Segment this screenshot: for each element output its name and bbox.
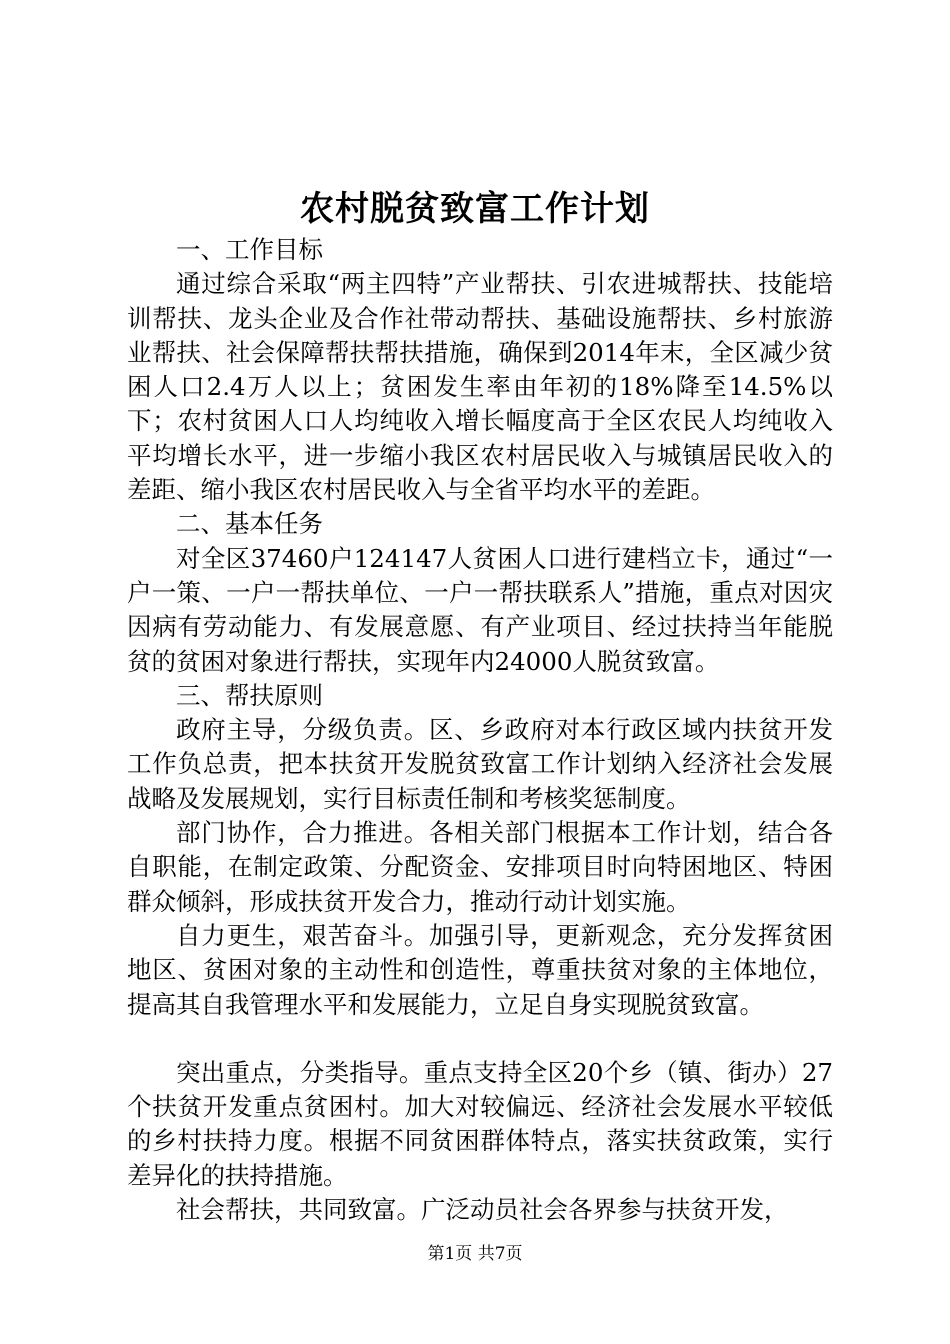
section-heading-tasks: 二、基本任务 bbox=[176, 509, 323, 539]
paragraph-principle-focus: 突出重点，分类指导。重点支持全区20个乡（镇、街办）27个扶贫开发重点贫困村。加大对较偏远、经济社会发展水平较低的乡村扶持力度。根据不同贫困群体特点，落实扶贫政策，实行差异化的扶持措施。 bbox=[127, 1057, 833, 1190]
section-heading-principles: 三、帮扶原则 bbox=[176, 680, 323, 710]
paragraph-principle-departments: 部门协作，合力推进。各相关部门根据本工作计划，结合各自职能，在制定政策、分配资金、安排项目时向特困地区、特困群众倾斜，形成扶贫开发合力，推动行动计划实施。 bbox=[127, 818, 833, 916]
paragraph-principle-self-reliance: 自力更生，艰苦奋斗。加强引导，更新观念，充分发挥贫困地区、贫困对象的主动性和创造性，尊重扶贫对象的主体地位，提高其自我管理水平和发展能力，立足自身实现脱贫致富。 bbox=[127, 920, 833, 1019]
document-title: 农村脱贫致富工作计划 bbox=[300, 189, 650, 229]
section-heading-goals: 一、工作目标 bbox=[176, 235, 323, 264]
paragraph-principle-government: 政府主导，分级负责。区、乡政府对本行政区域内扶贫开发工作负总责，把本扶贫开发脱贫致富工作计划纳入经济社会发展战略及发展规划，实行目标责任制和考核奖惩制度。 bbox=[127, 715, 833, 813]
page-footer: 第1页 共7页 bbox=[427, 1244, 523, 1264]
paragraph-tasks: 对全区37460户124147人贫困人口进行建档立卡，通过“一户一策、一户一帮扶单位、一户一帮扶联系人”措施，重点对因灾因病有劳动能力、有发展意愿、有产业项目、经过扶持当年能脱贫的贫困对象进行帮扶，实现年内24000人脱贫致富。 bbox=[127, 543, 833, 676]
paragraph-principle-social: 社会帮扶，共同致富。广泛动员社会各界参与扶贫开发， bbox=[176, 1195, 789, 1225]
paragraph-goals: 通过综合采取“两主四特”产业帮扶、引农进城帮扶、技能培训帮扶、龙头企业及合作社带动帮扶、基础设施帮扶、乡村旅游业帮扶、社会保障帮扶帮扶措施，确保到2014年末，全区减少贫困人口2.4万人以上；贫困发生率由年初的18%降至14.5%以下；农村贫困人口人均纯收入增长幅度高于全区农民人均纯收入平均增长水平，进一步缩小我区农村居民收入与城镇居民收入的差距、缩小我区农村居民收入与全省平均水平的差距。 bbox=[127, 269, 833, 505]
document-body bbox=[127, 233, 833, 1227]
